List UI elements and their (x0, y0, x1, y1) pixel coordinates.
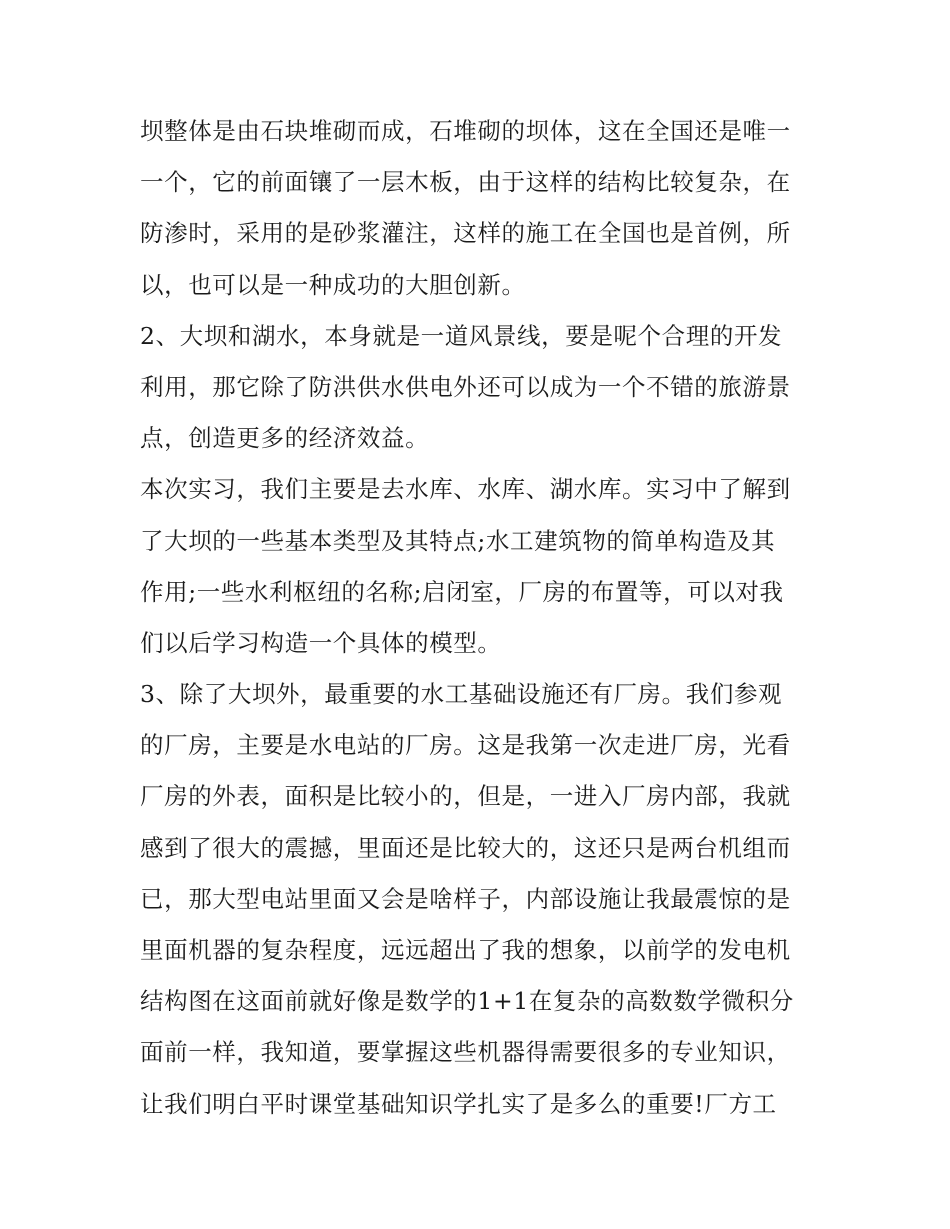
text-line: 防渗时，采用的是砂浆灌注，这样的施工在全国也是首例，所 (140, 219, 791, 248)
text-line: 2、大坝和湖水，本身就是一道风景线，要是呢个合理的开发 (140, 321, 783, 350)
text-line: 感到了很大的震撼，里面还是比较大的，这还只是两台机组而 (140, 833, 791, 862)
text-line: 们以后学习构造一个具体的模型。 (140, 628, 502, 657)
text-line: 坝整体是由石块堆砌而成，石堆砌的坝体，这在全国还是唯一 (140, 117, 791, 145)
text-line: 的厂房，主要是水电站的厂房。这是我第一次走进厂房，光看 (140, 731, 791, 760)
text-line: 一个，它的前面镶了一层木板，由于这样的结构比较复杂，在 (140, 168, 791, 197)
text-line: 了大坝的一些基本类型及其特点;水工建筑物的简单构造及其 (140, 526, 776, 555)
document-body (140, 106, 820, 1130)
text-line: 点，创造更多的经济效益。 (140, 424, 430, 453)
text-line: 本次实习，我们主要是去水库、水库、湖水库。实习中了解到 (140, 475, 791, 504)
text-line: 3、除了大坝外，最重要的水工基础设施还有厂房。我们参观 (140, 680, 783, 709)
text-line: 里面机器的复杂程度，远远超出了我的想象，以前学的发电机 (140, 936, 791, 964)
text-line: 以，也可以是一种成功的大胆创新。 (140, 270, 526, 299)
text-line: 作用;一些水利枢纽的名称;启闭室，厂房的布置等，可以对我 (140, 577, 784, 606)
text-line: 让我们明白平时课堂基础知识学扎实了是多么的重要!厂方工 (140, 1089, 777, 1118)
text-line: 利用，那它除了防洪供水供电外还可以成为一个不错的旅游景 (140, 372, 791, 401)
text-line: 结构图在这面前就好像是数学的1+1在复杂的高数数学微积分 (140, 987, 794, 1016)
text-line: 厂房的外表，面积是比较小的，但是，一进入厂房内部，我就 (140, 782, 791, 811)
text-line: 面前一样，我知道，要掌握这些机器得需要很多的专业知识， (140, 1038, 791, 1067)
text-line: 已，那大型电站里面又会是啥样子，内部设施让我最震惊的是 (140, 884, 791, 913)
